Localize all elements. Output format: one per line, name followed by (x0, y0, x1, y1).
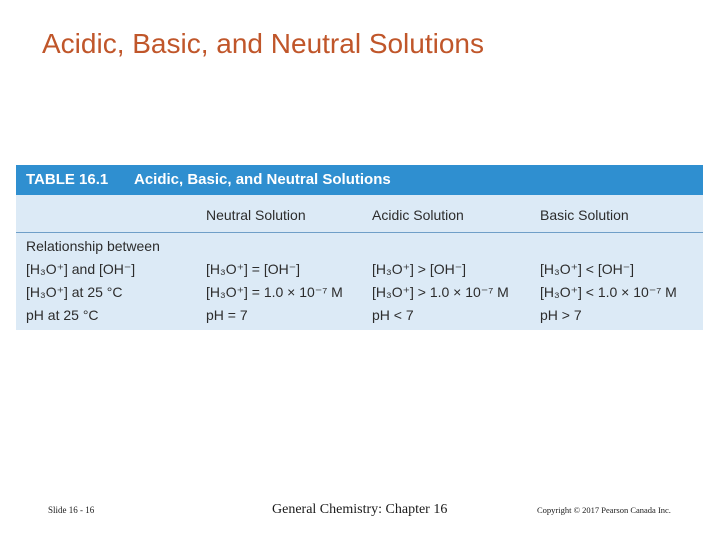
table-cell-acidic: [H₃O⁺] > 1.0 × 10⁻⁷ M (372, 284, 509, 300)
table-cell-basic: [H₃O⁺] < [OH⁻] (540, 261, 634, 277)
table-cell-basic: [H₃O⁺] < 1.0 × 10⁻⁷ M (540, 284, 677, 300)
table-cell-row-label: pH at 25 °C (26, 307, 99, 323)
table-cell-row-label: [H₃O⁺] at 25 °C (26, 284, 123, 300)
table-header-bar (16, 165, 703, 195)
footer-course: General Chemistry: Chapter 16 (272, 502, 448, 517)
table-cell-neutral: [H₃O⁺] = [OH⁻] (206, 261, 300, 277)
table-header-divider (16, 232, 703, 233)
table-cell-neutral: [H₃O⁺] = 1.0 × 10⁻⁷ M (206, 284, 343, 300)
footer-copyright: Copyright © 2017 Pearson Canada Inc. (537, 505, 671, 515)
table-cell-acidic: pH < 7 (372, 307, 414, 323)
table-cell-acidic: [H₃O⁺] > [OH⁻] (372, 261, 466, 277)
table-column-headers (16, 203, 703, 225)
table-cell-neutral: pH = 7 (206, 307, 248, 323)
table-number: TABLE 16.1 (26, 171, 109, 188)
solutions-table (16, 165, 703, 330)
slide-number: Slide 16 - 16 (48, 505, 95, 515)
table-cell-basic: pH > 7 (540, 307, 582, 323)
slide-title: Acidic, Basic, and Neutral Solutions (42, 28, 484, 59)
column-header-neutral: Neutral Solution (206, 207, 306, 223)
table-caption: Acidic, Basic, and Neutral Solutions (134, 171, 391, 188)
column-header-acidic: Acidic Solution (372, 207, 464, 223)
column-header-basic: Basic Solution (540, 207, 629, 223)
table-cell-row-label: Relationship between (26, 238, 160, 254)
table-cell-row-label: [H₃O⁺] and [OH⁻] (26, 261, 136, 277)
